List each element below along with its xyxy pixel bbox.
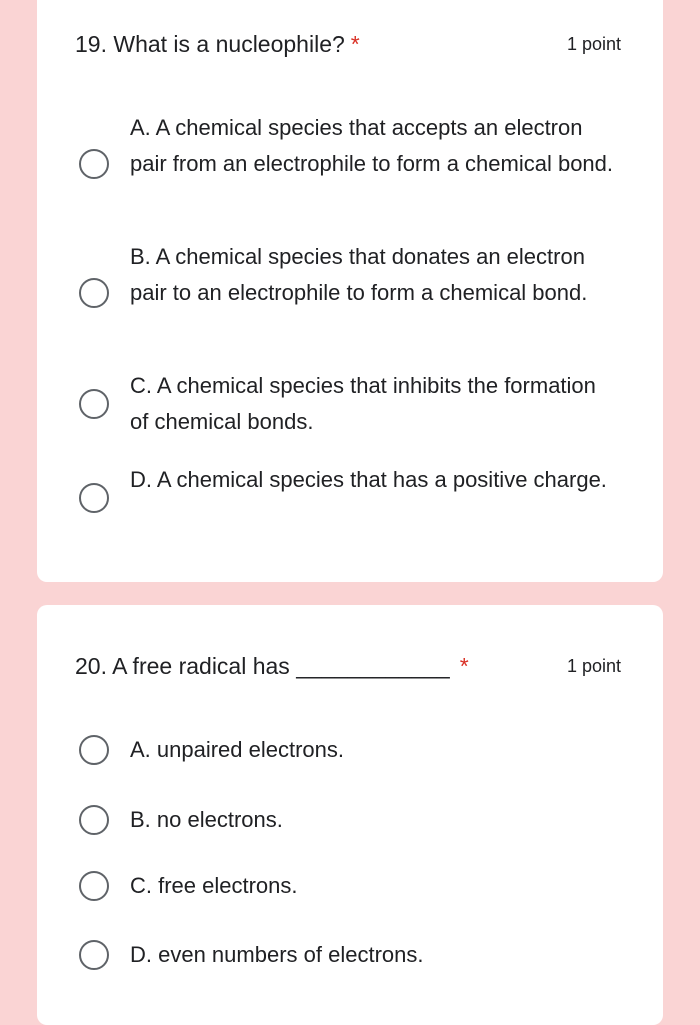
radio-button[interactable] [79,871,109,901]
option-c[interactable] [37,368,663,440]
option-label: B. no electrons. [130,807,283,832]
option-b[interactable] [37,239,663,347]
option-d[interactable] [37,462,663,534]
question-header [75,30,621,58]
option-label: D. even numbers of electrons. [130,942,424,967]
question-header [75,652,621,680]
points-label: 1 point [566,656,621,676]
question-card-19 [37,0,663,582]
radio-button[interactable] [79,149,109,179]
option-b[interactable] [37,802,663,838]
required-star: * [459,653,469,679]
option-a[interactable] [37,110,663,218]
option-d[interactable] [37,937,663,973]
question-title-text: 20. A free radical has ____________ [75,653,450,679]
option-label: B. A chemical species that donates an electron pair to an electrophile to form a chemical bond. [130,244,588,305]
radio-button[interactable] [79,389,109,419]
required-star: * [350,31,360,57]
question-card-20 [37,605,663,1025]
option-label: A. unpaired electrons. [130,737,345,762]
radio-button[interactable] [79,940,109,970]
option-label: D. A chemical species that has a positive charge. [130,467,607,492]
question-title [75,652,567,680]
radio-button[interactable] [79,483,109,513]
option-label: A. A chemical species that accepts an electron pair from an electrophile to form a chemical bond. [130,115,614,176]
question-title [75,30,567,58]
option-label: C. A chemical species that inhibits the formation of chemical bonds. [130,373,596,434]
radio-button[interactable] [79,278,109,308]
radio-button[interactable] [79,735,109,765]
question-title-text: 19. What is a nucleophile? [75,31,345,57]
option-a[interactable] [37,732,663,768]
option-label: C. free electrons. [130,873,298,898]
radio-button[interactable] [79,805,109,835]
option-c[interactable] [37,868,663,904]
points-label: 1 point [566,34,621,54]
